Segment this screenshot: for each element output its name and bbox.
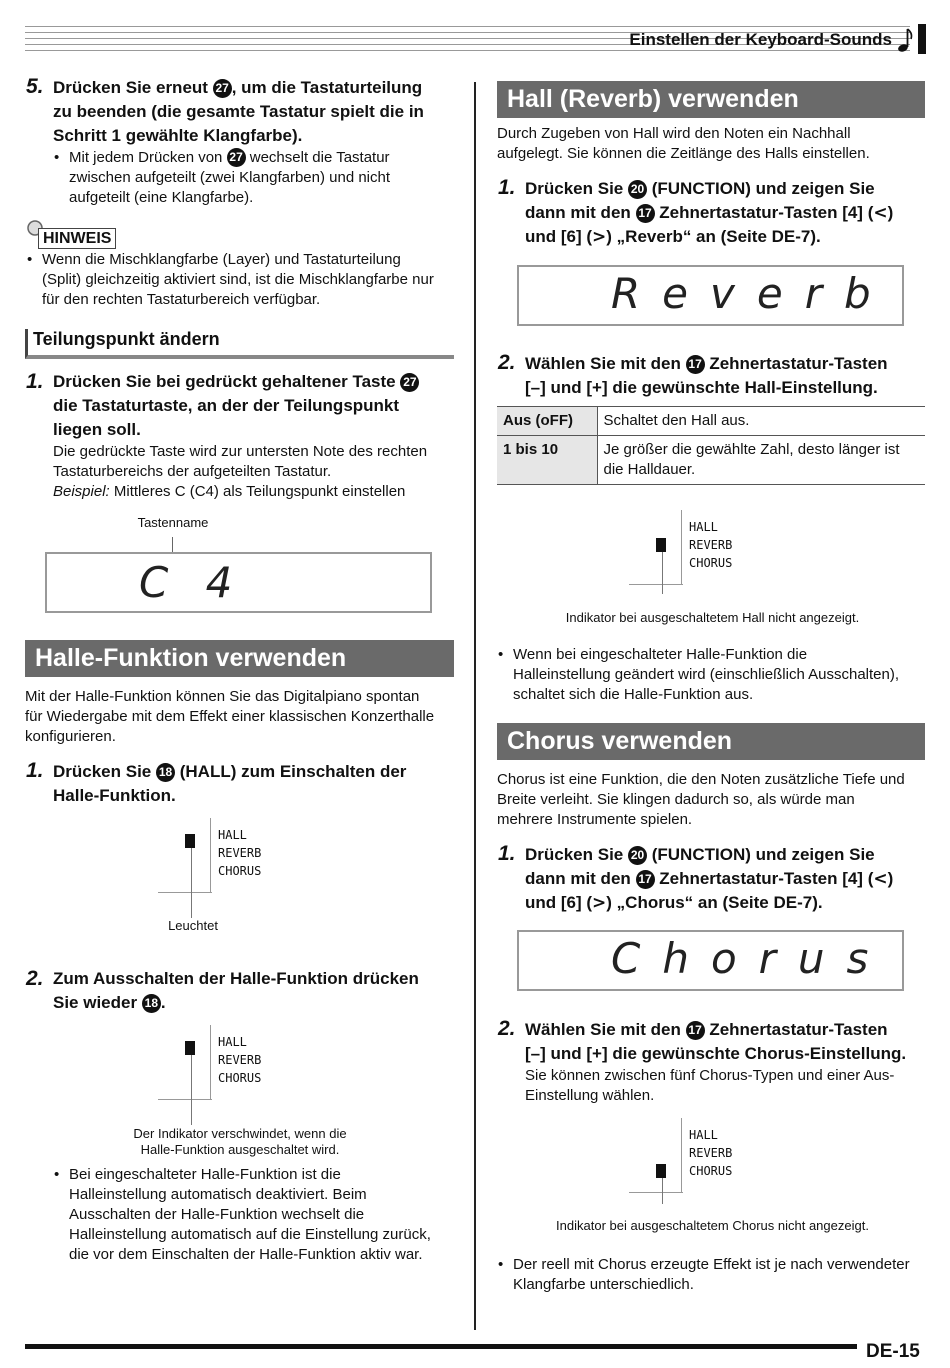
section-heading-chorus: Chorus verwenden [497, 723, 925, 760]
button-18-icon: 18 [142, 994, 161, 1013]
indicator-reverb-off [629, 510, 769, 595]
step-5-line2: zu beenden (die gesamte Tastatur spielt die in [53, 102, 424, 121]
reverb-step1-a: Drücken Sie [525, 179, 624, 198]
lcd-display-c4 [45, 552, 432, 613]
section-heading-halle: Halle-Funktion verwenden [25, 640, 454, 677]
chorus-intro [497, 770, 927, 830]
reverb-step1-line2b: Zehnertastatur-Tasten [4] ( [659, 203, 874, 222]
page-number: DE-15 [866, 1341, 920, 1362]
reverb-intro2: aufgelegt. Sie können die Zeitlänge des Halls einstellen. [497, 145, 870, 162]
lcd-display-chorus [517, 930, 904, 991]
table-row [497, 436, 925, 485]
halle-intro3: konfigurieren. [25, 728, 116, 745]
halle-step2-line1: Zum Ausschalten der Halle-Funktion drücken [53, 969, 419, 988]
chorus-bullet1: Der reell mit Chorus erzeugte Effekt ist je nach verwendeter [513, 1256, 910, 1273]
indicator-caption [100, 1126, 380, 1158]
reverb-step1-text [525, 177, 930, 249]
indicator-label-hall: HALL [218, 1035, 247, 1049]
indicator-line [629, 584, 683, 585]
reverb-step1-line3b: ) „Reverb“ an (Seite DE-7). [606, 227, 821, 246]
button-20-icon: 20 [628, 180, 647, 199]
hinweis-line2: (Split) gleichzeitig aktiviert sind, ist die Mischklangfarbe nur [42, 271, 434, 288]
indicator-label-hall: HALL [689, 1128, 718, 1142]
example-text: Mittleres C (C4) als Teilungspunkt einstellen [113, 483, 406, 500]
caption-line2: Halle-Funktion ausgeschaltet wird. [140, 1142, 340, 1157]
chorus-step2-body2: Einstellung wählen. [525, 1087, 655, 1104]
teilung-body2: Tastaturbereichs der aufgeteilten Tastatur. [53, 463, 332, 480]
indicator-line [681, 1118, 682, 1192]
bullet-text-line3: aufgeteilt (eine Klangfarbe). [69, 189, 254, 206]
chorus-step1-line2b: Zehnertastatur-Tasten [4] ( [659, 869, 874, 888]
indicator-chorus-off [629, 1118, 769, 1203]
hinweis-badge [26, 219, 136, 249]
step-5-bullet [69, 148, 459, 208]
indicator-line [210, 1025, 211, 1099]
teilung-line1a: Drücken Sie bei gedrückt gehaltener Taste [53, 372, 396, 391]
table-value-line2: die Halldauer. [603, 461, 696, 478]
hall-indicator-mark [185, 1041, 195, 1055]
hinweis-line3: für den rechten Tastaturbereich verfügbar. [42, 291, 321, 308]
button-17-icon: 17 [686, 1021, 705, 1040]
indicator-hall-on [158, 818, 298, 918]
chorus-step1-line2c: ) [887, 869, 894, 888]
chorus-step1-b: (FUNCTION) und zeigen Sie [651, 845, 875, 864]
halle-bullet3: Ausschalten der Halle-Funktion wechselt die [69, 1206, 365, 1223]
step-number: 1. [26, 759, 44, 782]
step-5-line1b: , um die Tastaturteilung [231, 78, 423, 97]
halle-step2-a: Sie wieder [53, 993, 138, 1012]
halle-step2-text [53, 967, 463, 1015]
indicator-hall-off [158, 1025, 298, 1125]
example-label: Beispiel: [53, 483, 110, 500]
column-divider [474, 82, 476, 1330]
caption-line1: Der Indikator verschwindet, wenn die [133, 1126, 347, 1141]
chorus-step1-line3a: und [6] ( [525, 893, 593, 912]
chevron-right-icon: > [592, 893, 607, 913]
pointer-line [191, 1055, 192, 1125]
step-number: 5. [26, 75, 44, 98]
teilung-body [53, 442, 463, 502]
table-value [597, 436, 925, 485]
button-27-icon: 27 [213, 79, 232, 98]
indicator-line [681, 510, 682, 584]
indicator-line [158, 892, 212, 893]
pointer-line [662, 552, 663, 594]
button-18-icon: 18 [156, 763, 175, 782]
chorus-step1-line2a: dann mit den [525, 869, 631, 888]
reverb-step1-line2a: dann mit den [525, 203, 631, 222]
chorus-indicator-mark [656, 1164, 666, 1178]
indicator-line [158, 1099, 212, 1100]
step-number: 2. [498, 351, 516, 374]
teilung-step-text [53, 370, 463, 442]
reverb-settings-table [497, 406, 925, 485]
pointer-line [662, 1178, 663, 1204]
step-5-text [53, 76, 463, 148]
table-value-line1: Je größer die gewählte Zahl, desto länger ist [603, 441, 900, 458]
step-number: 1. [498, 176, 516, 199]
indicator-label-reverb: REVERB [689, 538, 733, 552]
reverb-bullet2: Halleinstellung geändert wird (einschließlich Ausschalten), [513, 666, 900, 683]
table-row [497, 407, 925, 436]
halle-step1-text [53, 760, 463, 808]
reverb-step2-a: Wählen Sie mit den [525, 354, 681, 373]
reverb-indicator-mark [656, 538, 666, 552]
reverb-step2-line2: [–] und [+] die gewünschte Hall-Einstellung. [525, 378, 878, 397]
footer-bar [25, 1344, 857, 1349]
reverb-step1-line2c: ) [887, 203, 894, 222]
halle-bullet [69, 1165, 464, 1265]
chevron-right-icon: > [592, 227, 607, 247]
table-value: Schaltet den Hall aus. [597, 407, 925, 436]
halle-bullet2: Halleinstellung automatisch deaktiviert. Beim [69, 1186, 367, 1203]
music-note-icon [896, 26, 916, 54]
button-17-icon: 17 [636, 870, 655, 889]
indicator-caption: Indikator bei ausgeschaltetem Chorus nicht angezeigt. [556, 1218, 869, 1233]
teilung-line2: die Tastaturtaste, an der der Teilungspunkt [53, 396, 400, 415]
indicator-label-reverb: REVERB [218, 846, 262, 860]
chorus-step2-body [525, 1066, 930, 1106]
chorus-intro1: Chorus ist eine Funktion, die den Noten zusätzliche Tiefe und [497, 771, 905, 788]
header-tab-bar [918, 24, 926, 54]
chevron-left-icon: < [873, 203, 888, 223]
chevron-left-icon: < [873, 869, 888, 889]
indicator-line [210, 818, 211, 892]
halle-intro2: für Wiedergabe mit dem Effekt einer klassischen Konzerthalle [25, 708, 435, 725]
step-number: 1. [498, 842, 516, 865]
reverb-bullet [513, 645, 928, 705]
halle-intro1: Mit der Halle-Funktion können Sie das Digitalpiano spontan [25, 688, 420, 705]
halle-step1-b: (HALL) zum Einschalten der [179, 762, 407, 781]
tastenname-callout: Tastenname [137, 515, 209, 530]
reverb-intro1: Durch Zugeben von Hall wird den Noten ein Nachhall [497, 125, 851, 142]
reverb-bullet3: schaltet sich die Halle-Funktion aus. [513, 686, 754, 703]
halle-intro [25, 687, 460, 747]
reverb-step1-line3a: und [6] ( [525, 227, 593, 246]
lcd-text: Reverb [611, 269, 893, 318]
halle-step2-b: . [160, 993, 166, 1012]
chorus-intro3: mehrere Instrumente spielen. [497, 811, 693, 828]
pointer-line [191, 848, 192, 918]
chorus-bullet2: Klangfarbe unterschiedlich. [513, 1276, 694, 1293]
halle-bullet4: Halleinstellung automatisch auf die Einstellung zurück, [69, 1226, 431, 1243]
lcd-text: C 4 [139, 558, 245, 607]
reverb-step1-b: (FUNCTION) und zeigen Sie [651, 179, 875, 198]
chorus-step1-a: Drücken Sie [525, 845, 624, 864]
indicator-label-hall: HALL [218, 828, 247, 842]
reverb-step2-b: Zehnertastatur-Tasten [709, 354, 888, 373]
section-heading-reverb: Hall (Reverb) verwenden [497, 81, 925, 118]
indicator-caption: Indikator bei ausgeschaltetem Hall nicht angezeigt. [565, 610, 860, 625]
halle-bullet1: Bei eingeschalteter Halle-Funktion ist die [69, 1166, 341, 1183]
halle-bullet5: die vor dem Einschalten der Halle-Funktion aktiv war. [69, 1246, 423, 1263]
hall-indicator-mark [185, 834, 195, 848]
chorus-step2-line2: [–] und [+] die gewünschte Chorus-Einstellung. [525, 1044, 907, 1063]
lcd-display-reverb [517, 265, 904, 326]
button-27-icon: 27 [400, 373, 419, 392]
step-5-line1a: Drücken Sie erneut [53, 78, 208, 97]
indicator-label-reverb: REVERB [218, 1053, 262, 1067]
indicator-label-chorus: CHORUS [689, 556, 733, 570]
chorus-step2-body1: Sie können zwischen fünf Chorus-Typen und einer Aus- [525, 1067, 895, 1084]
bullet-text-b: wechselt die Tastatur [249, 149, 390, 166]
indicator-label-hall: HALL [689, 520, 718, 534]
button-17-icon: 17 [636, 204, 655, 223]
chorus-step2-a: Wählen Sie mit den [525, 1020, 681, 1039]
button-20-icon: 20 [628, 846, 647, 865]
indicator-caption: Leuchtet [168, 918, 218, 933]
chorus-bullet [513, 1255, 928, 1295]
chorus-step1-line3b: ) „Chorus“ an (Seite DE-7). [606, 893, 823, 912]
indicator-label-chorus: CHORUS [218, 864, 262, 878]
indicator-label-chorus: CHORUS [218, 1071, 262, 1085]
step-5-line3: Schritt 1 gewählte Klangfarbe). [53, 126, 303, 145]
teilung-body1: Die gedrückte Taste wird zur untersten Note des rechten [53, 443, 428, 460]
hinweis-label: HINWEIS [38, 228, 116, 249]
halle-step1-a: Drücken Sie [53, 762, 152, 781]
subsection-heading: Teilungspunkt ändern [25, 329, 454, 359]
bullet-text-a: Mit jedem Drücken von [69, 149, 223, 166]
chorus-step2-text [525, 1018, 930, 1066]
indicator-line [629, 1192, 683, 1193]
table-key: 1 bis 10 [497, 436, 597, 485]
chorus-intro2: Breite verleiht. Sie klingen dadurch so, als würde man [497, 791, 855, 808]
reverb-intro [497, 124, 927, 164]
bullet-text-line2: zwischen aufgeteilt (zwei Klangfarben) und nicht [69, 169, 391, 186]
table-key: Aus (oFF) [497, 407, 597, 436]
indicator-label-reverb: REVERB [689, 1146, 733, 1160]
header-title: Einstellen der Keyboard-Sounds [629, 30, 892, 49]
hinweis-line1: Wenn die Mischklangfarbe (Layer) und Tastaturteilung [42, 251, 401, 268]
step-number: 2. [26, 967, 44, 990]
reverb-step2-text [525, 352, 930, 400]
button-27-icon: 27 [227, 148, 246, 167]
chorus-step1-text [525, 843, 930, 915]
hinweis-bullet [42, 250, 462, 310]
lcd-text: Chorus [611, 934, 891, 983]
teilung-line3: liegen soll. [53, 420, 141, 439]
reverb-bullet1: Wenn bei eingeschalteter Halle-Funktion die [513, 646, 808, 663]
halle-step1-line2: Halle-Funktion. [53, 786, 176, 805]
chorus-step2-b: Zehnertastatur-Tasten [709, 1020, 888, 1039]
indicator-label-chorus: CHORUS [689, 1164, 733, 1178]
step-number: 1. [26, 370, 44, 393]
button-17-icon: 17 [686, 355, 705, 374]
step-number: 2. [498, 1017, 516, 1040]
